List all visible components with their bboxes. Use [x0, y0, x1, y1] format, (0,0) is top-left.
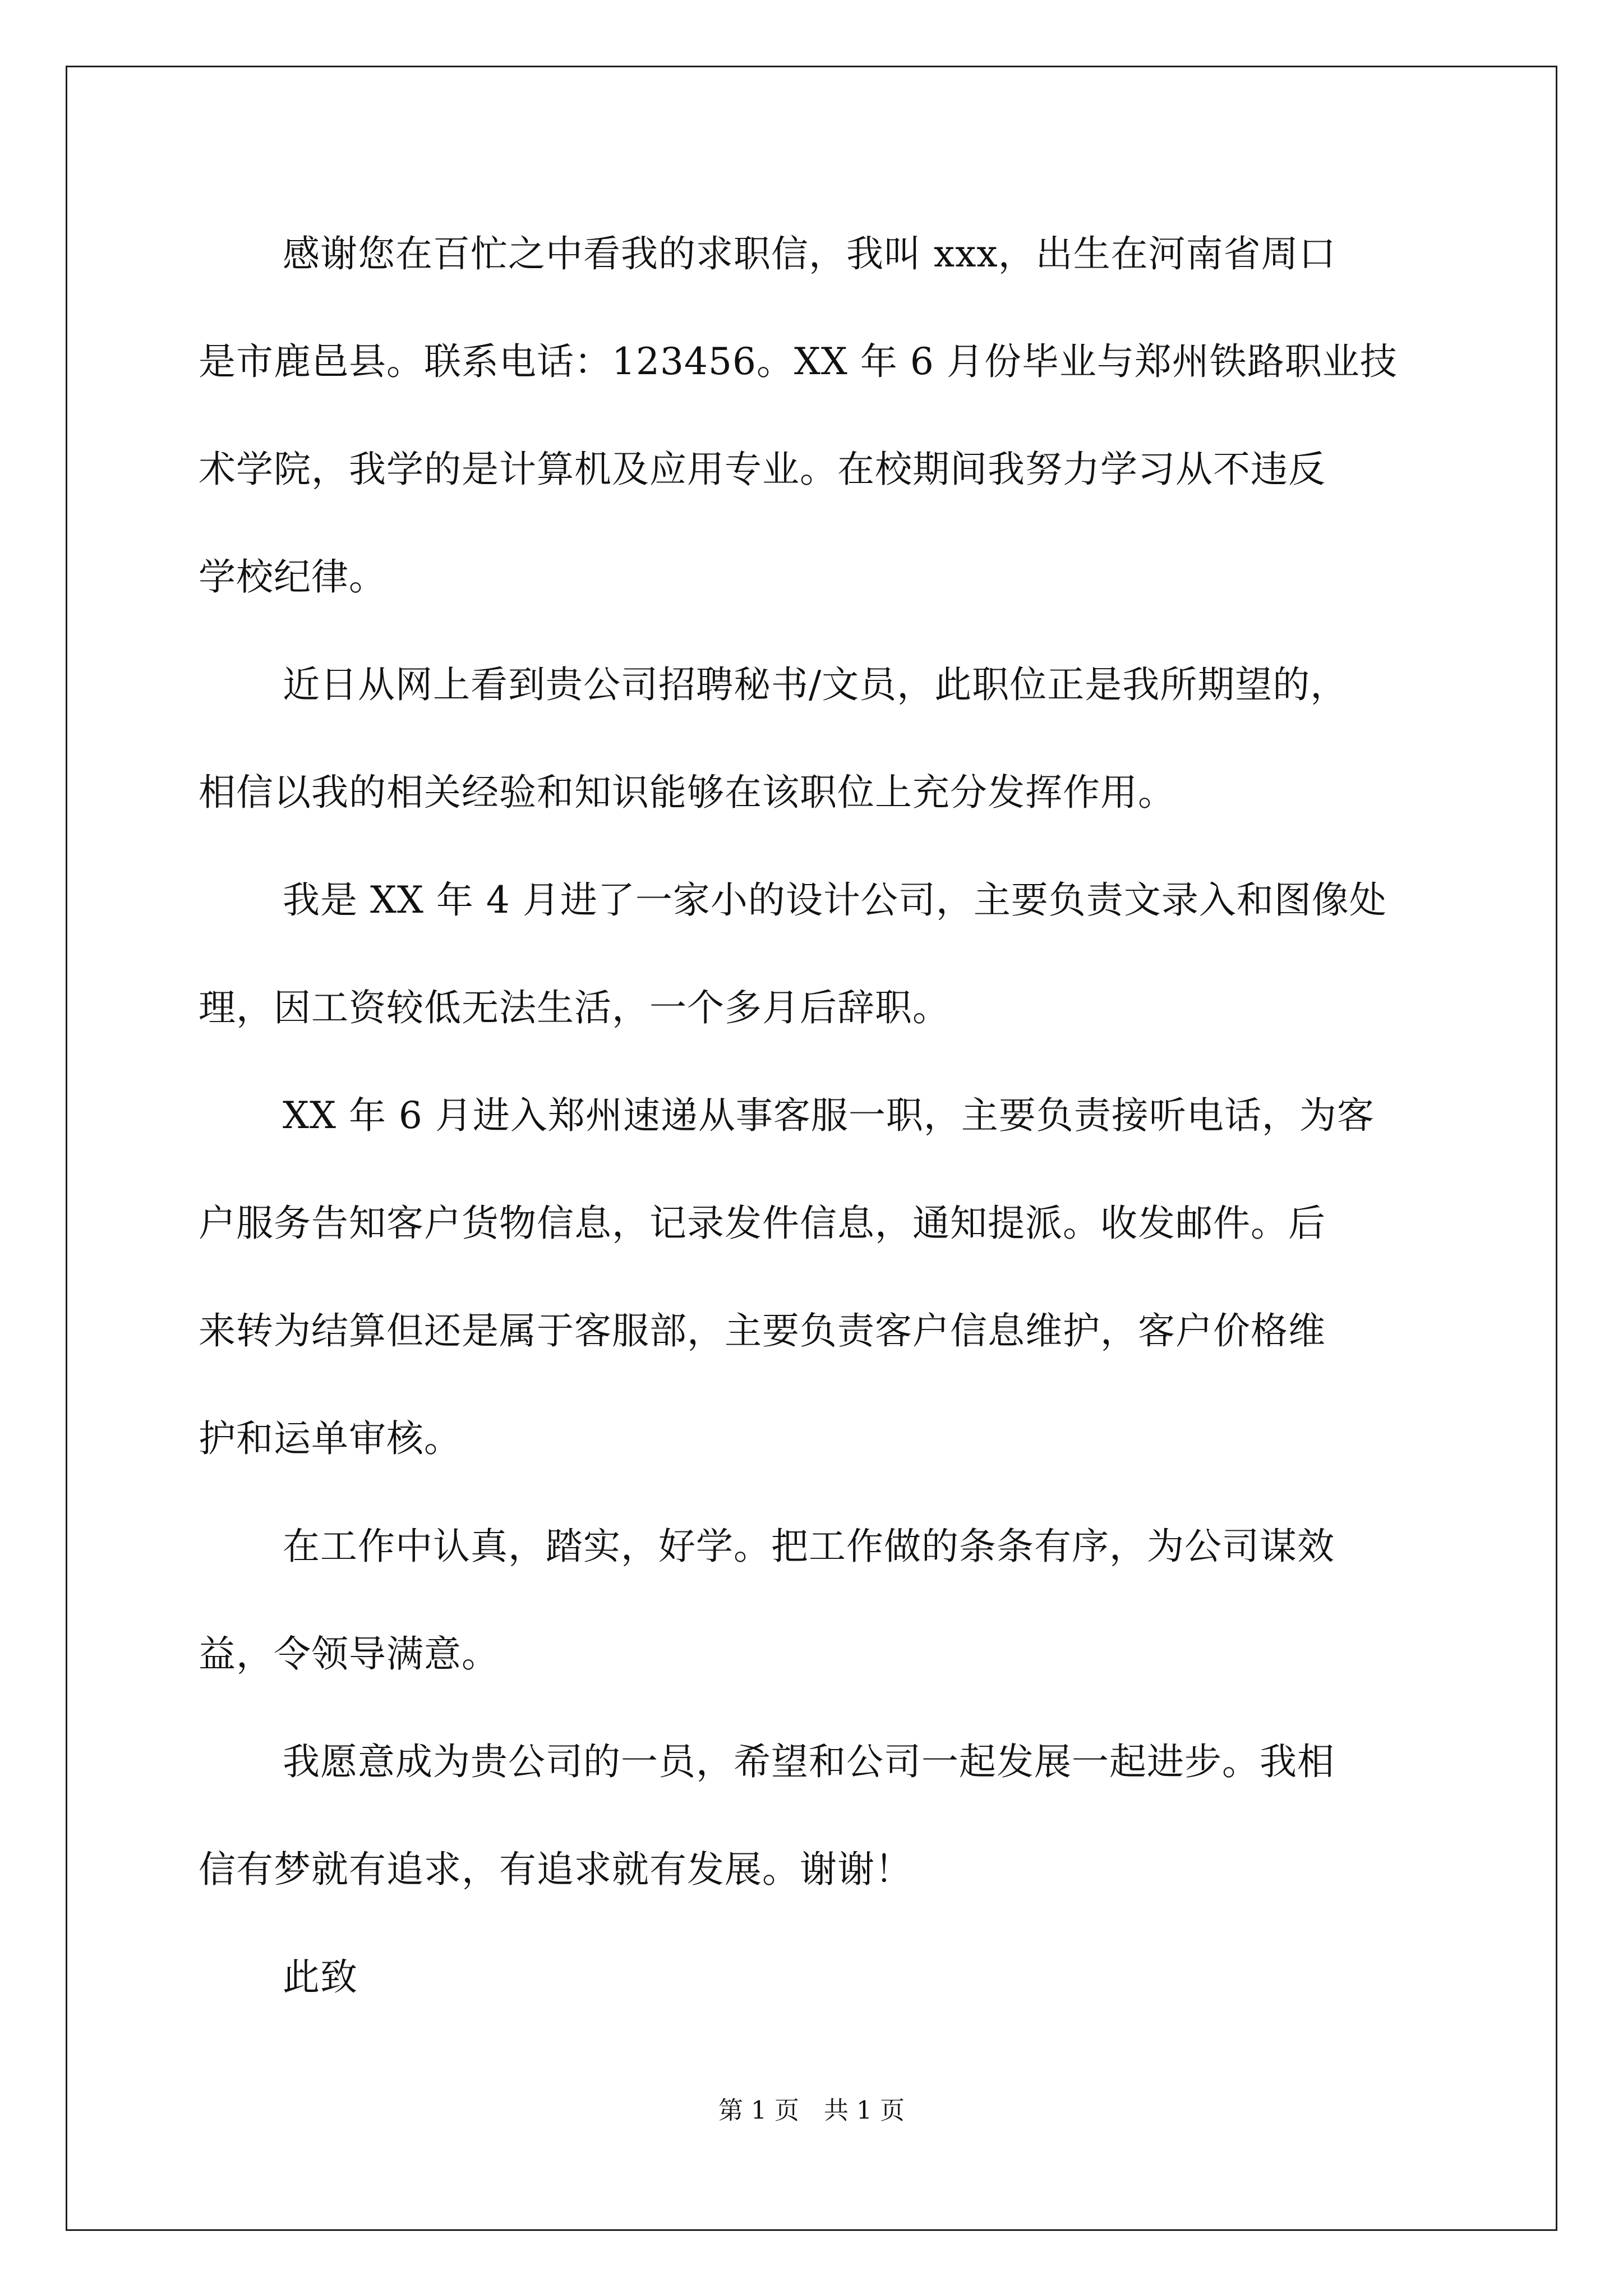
paragraph-line: 理，因工资较低无法生活，一个多月后辞职。 — [199, 986, 950, 1029]
paragraph-line: XX 年 6 月进入郑州速递从事客服一职，主要负责接听电话，为客 — [283, 1094, 1375, 1137]
paragraph-line: 在工作中认真，踏实，好学。把工作做的条条有序，为公司谋效 — [283, 1525, 1335, 1568]
paragraph-line: 感谢您在百忙之中看我的求职信，我叫 xxx，出生在河南省周口 — [283, 232, 1336, 275]
paragraph-line: 信有梦就有追求，有追求就有发展。谢谢！ — [199, 1848, 912, 1891]
paragraph-line: 是市鹿邑县。联系电话：123456。XX 年 6 月份毕业与郑州铁路职业技 — [199, 340, 1398, 383]
paragraph-line: 相信以我的相关经验和知识能够在该职位上充分发挥作用。 — [199, 771, 1175, 814]
closing-salutation: 此致 — [283, 1955, 358, 1999]
paragraph-line: 护和运单审核。 — [199, 1417, 462, 1460]
paragraph-line: 学校纪律。 — [199, 555, 386, 599]
paragraph-line: 益，令领导满意。 — [199, 1632, 499, 1676]
paragraph-line: 我愿意成为贵公司的一员，希望和公司一起发展一起进步。我相 — [283, 1740, 1335, 1783]
paragraph-line: 术学院，我学的是计算机及应用专业。在校期间我努力学习从不违反 — [199, 448, 1326, 491]
paragraph-line: 来转为结算但还是属于客服部，主要负责客户信息维护，客户价格维 — [199, 1309, 1326, 1352]
paragraph-line: 我是 XX 年 4 月进了一家小的设计公司，主要负责文录入和图像处 — [283, 878, 1387, 922]
paragraph-line: 户服务告知客户货物信息，记录发件信息，通知提派。收发邮件。后 — [199, 1202, 1326, 1245]
paragraph-line: 近日从网上看到贵公司招聘秘书/文员，此职位正是我所期望的， — [283, 663, 1348, 706]
page-number-footer: 第 1 页 共 1 页 — [718, 2096, 905, 2125]
